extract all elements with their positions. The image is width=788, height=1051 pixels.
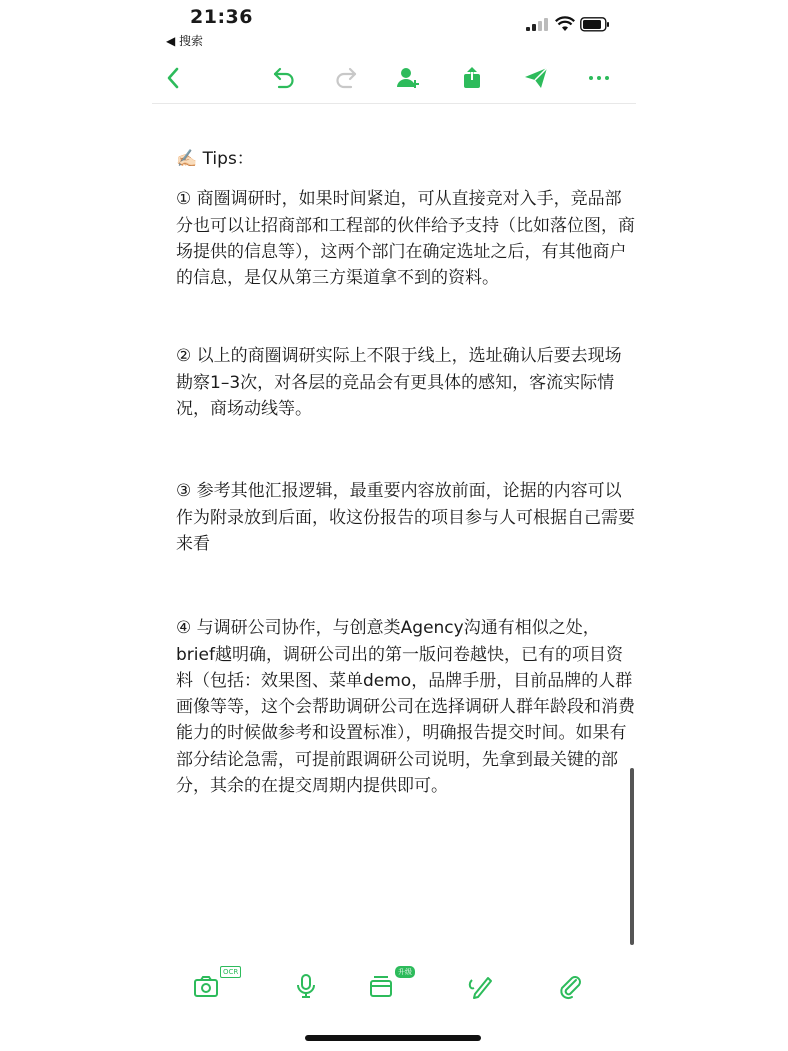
add-collaborator-icon [395,65,421,91]
handwriting-button[interactable] [460,966,500,1006]
tip-paragraph-2: ② 以上的商圈调研实际上不限于线上，选址确认后要去现场勘察1–3次，对各层的竞品会有更具体的感知，客流实际情况，商场动线等。 [176,346,622,420]
share-button[interactable] [456,62,488,94]
more-icon [586,65,612,91]
back-to-search-link[interactable]: ◀ 搜索 [166,34,204,48]
tip-paragraph-3: ③ 参考其他汇报逻辑，最重要内容放前面，论据的内容可以作为附录放到后面，收这份报告的项目参与人可根据自己需要来看 [176,481,635,554]
attachment-button[interactable] [550,966,590,1006]
tip-paragraph-4: ④ 与调研公司协作，与创意类Agency沟通有相似之处，brief越明确，调研公司出的第一版问卷越快，已有的项目资料（包括：效果图、菜单demo，品牌手册，目前品牌的人群画像等等，这个会帮助调研公司在选择调研人群年龄段和消费能力的时候做参考和设置标准），明确报告提交时间。如果有部分结论急需，可提前跟调研公司说明，先拿到最关键的部分，其余的在提交周期内提供即可。 [176,618,635,797]
add-collaborator-button[interactable] [392,62,424,94]
back-button[interactable] [158,62,190,94]
template-icon [367,972,395,1000]
handwriting-icon [466,972,494,1000]
home-indicator[interactable] [305,1035,481,1041]
redo-icon [333,65,359,91]
camera-icon [192,972,220,1000]
back-icon [161,65,187,91]
battery-icon [580,17,610,32]
redo-button[interactable] [330,62,362,94]
attachment-icon [556,972,584,1000]
toolbar-divider [152,103,636,104]
share-icon [459,65,485,91]
status-time: 21:36 [190,6,253,28]
upgrade-badge: 升级 [395,966,415,978]
voice-button[interactable] [286,966,326,1006]
note-body[interactable] [176,146,636,799]
scrollbar[interactable] [630,768,634,945]
undo-button[interactable] [268,62,300,94]
send-button[interactable] [520,62,552,94]
more-button[interactable] [583,62,615,94]
ocr-badge: OCR [220,966,241,978]
wifi-icon [555,16,575,32]
cellular-signal-icon [526,18,548,31]
undo-icon [271,65,297,91]
send-icon [523,65,549,91]
tip-paragraph-1: ① 商圈调研时，如果时间紧迫，可从直接竞对入手，竞品部分也可以让招商部和工程部的伙伴给予支持（比如落位图，商场提供的信息等），这两个部门在确定选址之后，有其他商户的信息，是仅从第三方渠道拿不到的资料。 [176,189,635,289]
microphone-icon [292,972,320,1000]
tips-title: ✍🏻 Tips： [176,149,254,169]
